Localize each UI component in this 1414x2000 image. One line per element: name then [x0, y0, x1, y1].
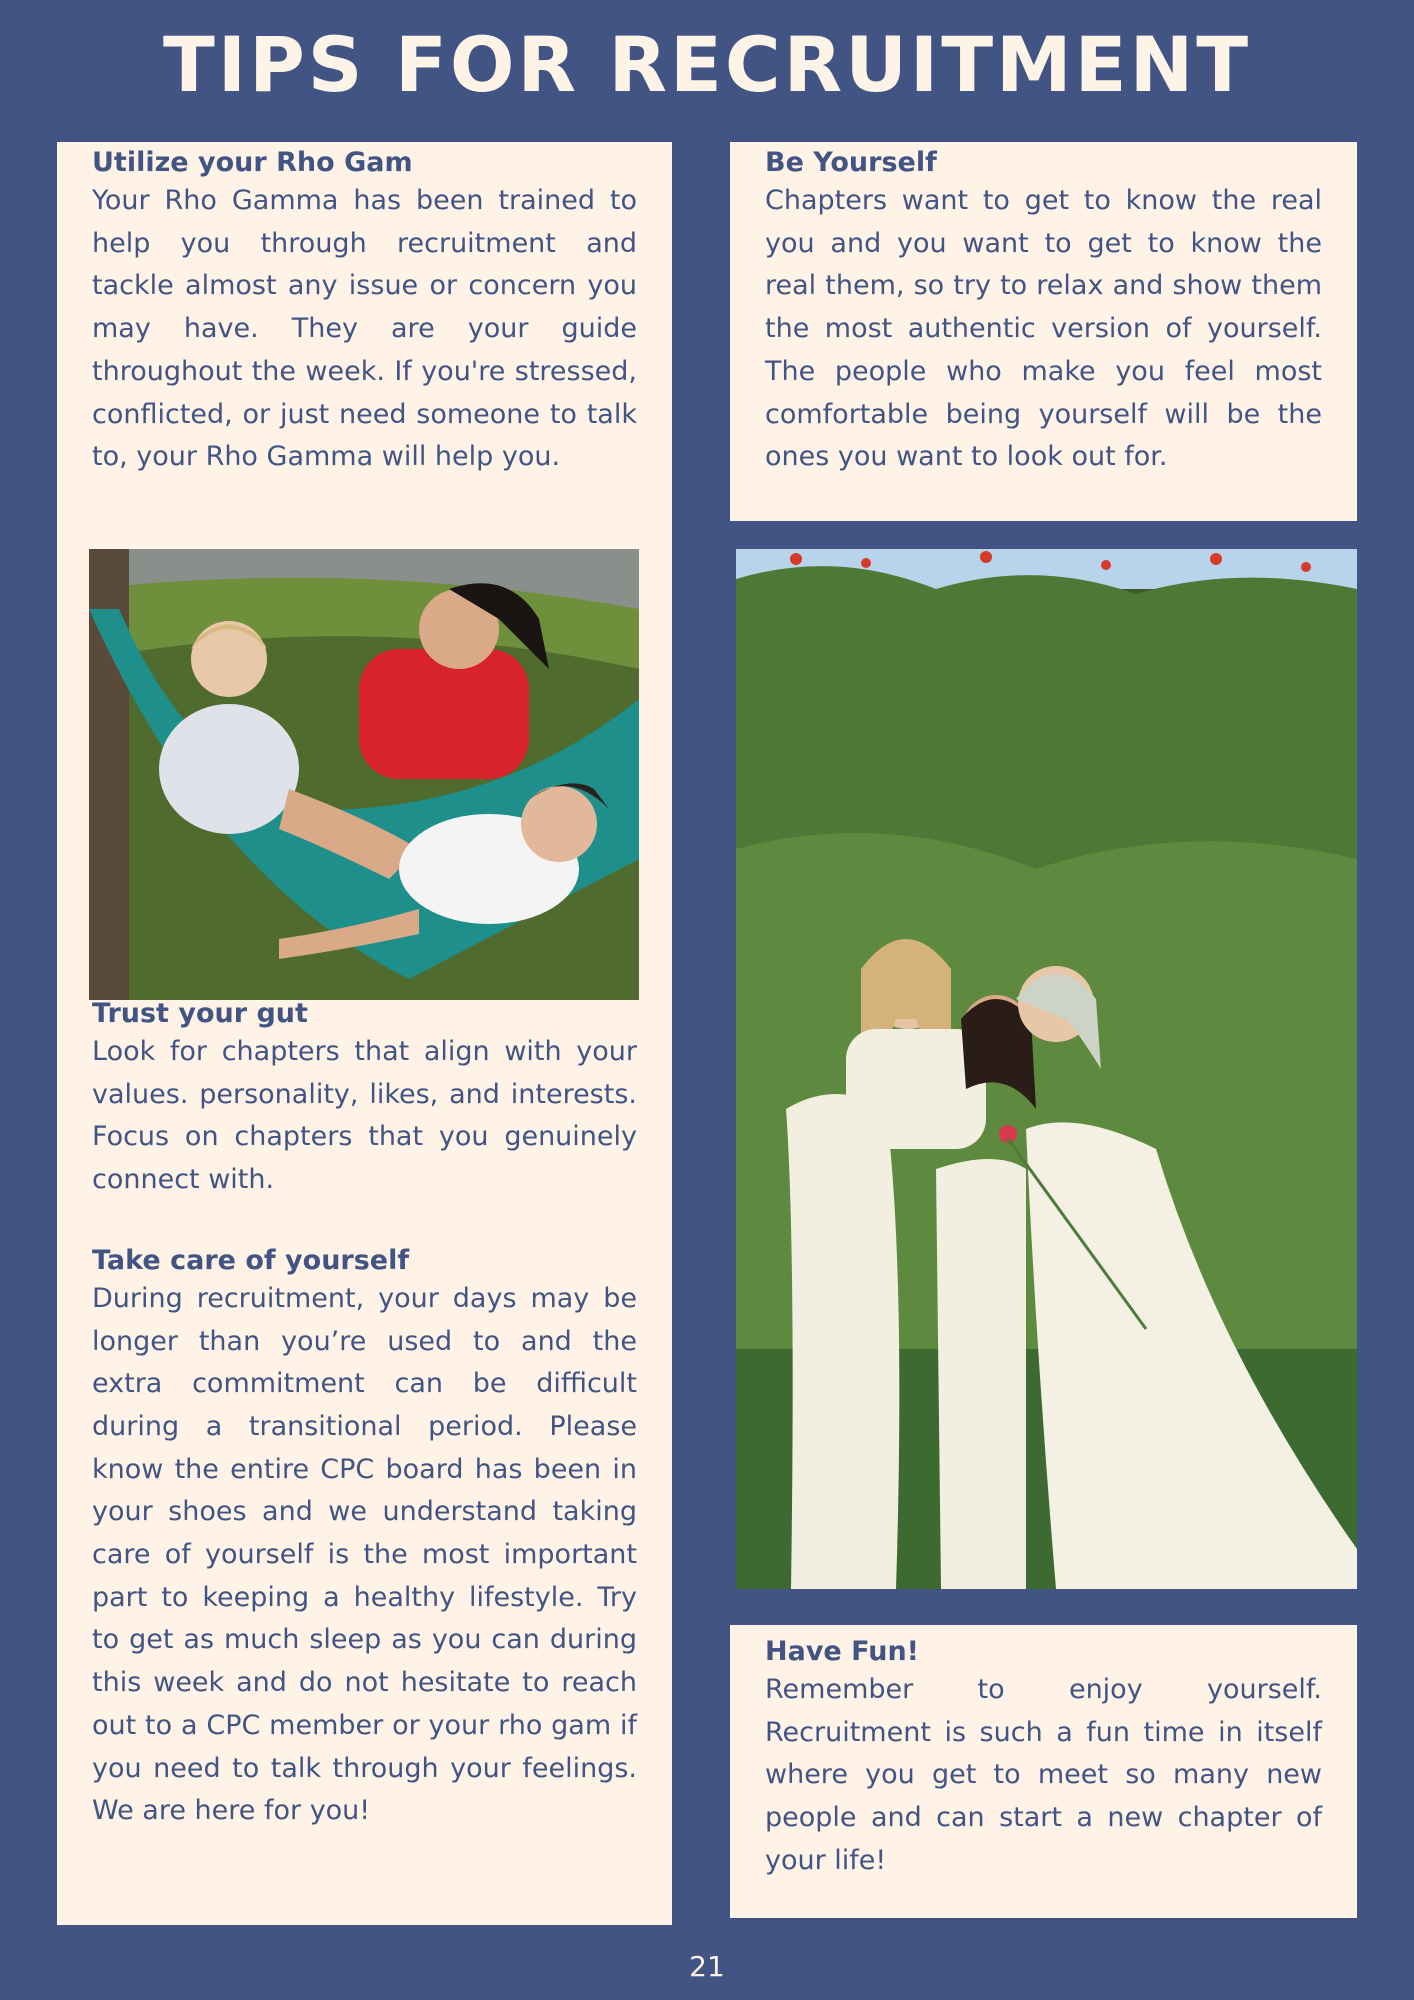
left-column-card: [57, 142, 672, 1925]
rho-gam-body: Your Rho Gamma has been trained to help you through recruitment and tackle almost any issue or concern you may have. They are your guide throughout the week. If you're stressed, conflicted, or just need someone to talk to, your Rho Gamma will help you.: [92, 185, 637, 473]
be-yourself-body: Chapters want to get to know the real you and you want to get to know the real them, so try to relax and show them the most authentic version of yourself. The people who make you feel most comfortable being yourself will be the ones you want to look out for.: [765, 185, 1322, 473]
trust-gut-heading: Trust your gut: [92, 998, 308, 1029]
take-care-heading: Take care of yourself: [92, 1244, 410, 1276]
have-fun-body: Remember to enjoy yourself. Recruitment is such a fun time in itself where you get to meet so many new people and can start a new chapter of your life!: [765, 1674, 1322, 1876]
trust-gut-body: Look for chapters that align with your values. personality, likes, and interests. Focus on chapters that you genuinely connect with.: [92, 1036, 637, 1196]
page-number: 21: [689, 1950, 725, 1983]
have-fun-card: [730, 1625, 1357, 1918]
be-yourself-card: [730, 142, 1357, 521]
have-fun-heading: Have Fun!: [765, 1636, 919, 1667]
be-yourself-heading: Be Yourself: [765, 147, 937, 178]
rho-gam-heading: Utilize your Rho Gam: [92, 147, 413, 178]
page-title: TIPS FOR RECRUITMENT: [162, 20, 1252, 109]
group-hug-photo: [736, 549, 1357, 1589]
hammock-photo: [89, 549, 639, 1000]
take-care-body: During recruitment, your days may be longer than you’re used to and the extra commitment can be difficult during a transitional period. Please know the entire CPC board has been in your shoes and we understand taking care of yourself is the most important part to keeping a healthy lifestyle. Try to get as much sleep as you can during this week and do not hesitate to reach out to a CPC member or your rho gam if you need to talk through your feelings. We are here for you!: [92, 1282, 637, 1827]
